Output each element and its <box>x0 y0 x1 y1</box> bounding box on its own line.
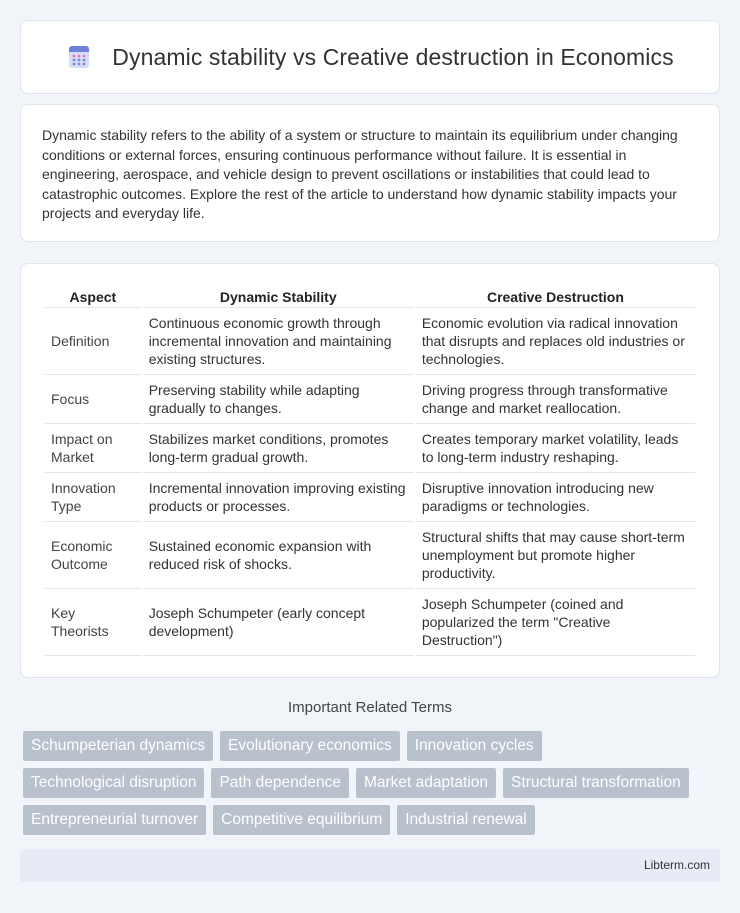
header-aspect: Aspect <box>45 282 141 308</box>
table-row <box>45 589 695 656</box>
related-terms-list <box>23 731 723 842</box>
aspect-cell: Focus <box>45 375 141 424</box>
related-terms-title: Important Related Terms <box>288 699 452 716</box>
aspect-cell: Economic Outcome <box>45 522 141 589</box>
tag-industrial-renewal[interactable]: Industrial renewal <box>397 805 534 835</box>
header-dynamic-stability: Dynamic Stability <box>143 282 414 308</box>
comparison-table <box>43 282 697 656</box>
tag-innovation-cycles[interactable]: Innovation cycles <box>407 731 542 761</box>
calculator-icon <box>66 44 92 70</box>
tag-row <box>23 805 723 835</box>
header-creative-destruction: Creative Destruction <box>416 282 695 308</box>
dynamic-stability-cell: Stabilizes market conditions, promotes long-term gradual growth. <box>143 424 414 473</box>
tag-structural-transformation[interactable]: Structural transformation <box>503 768 689 798</box>
footer <box>20 849 720 882</box>
creative-destruction-cell: Joseph Schumpeter (coined and popularized the term "Creative Destruction") <box>416 589 695 656</box>
creative-destruction-cell: Driving progress through transformative change and market reallocation. <box>416 375 695 424</box>
comparison-table-card <box>20 263 720 678</box>
tag-evolutionary-economics[interactable]: Evolutionary economics <box>220 731 400 761</box>
dynamic-stability-cell: Sustained economic expansion with reduced risk of shocks. <box>143 522 414 589</box>
intro-text: Dynamic stability refers to the ability of a system or structure to maintain its equilibrium under changing conditions or external forces, ensuring continuous performance without failure. It is essential in engineering, aerospace, and vehicle design to prevent oscillations or instabilities that could lead to catastrophic outcomes. Explore the rest of the article to understand how dynamic stability impacts your projects and everyday life. <box>42 127 678 221</box>
creative-destruction-cell: Structural shifts that may cause short-term unemployment but promote higher productivity. <box>416 522 695 589</box>
tag-path-dependence[interactable]: Path dependence <box>211 768 349 798</box>
tag-entrepreneurial-turnover[interactable]: Entrepreneurial turnover <box>23 805 206 835</box>
dynamic-stability-cell: Incremental innovation improving existing products or processes. <box>143 473 414 522</box>
header-card <box>20 20 720 94</box>
tag-schumpeterian-dynamics[interactable]: Schumpeterian dynamics <box>23 731 213 761</box>
aspect-cell: Definition <box>45 308 141 375</box>
dynamic-stability-cell: Preserving stability while adapting gradually to changes. <box>143 375 414 424</box>
table-row <box>45 522 695 589</box>
creative-destruction-cell: Disruptive innovation introducing new paradigms or technologies. <box>416 473 695 522</box>
tag-technological-disruption[interactable]: Technological disruption <box>23 768 204 798</box>
table-row <box>45 375 695 424</box>
tag-market-adaptation[interactable]: Market adaptation <box>356 768 496 798</box>
aspect-cell: Key Theorists <box>45 589 141 656</box>
page-title: Dynamic stability vs Creative destruction in Economics <box>112 43 674 70</box>
aspect-cell: Innovation Type <box>45 473 141 522</box>
table-row <box>45 473 695 522</box>
tag-row <box>23 731 723 761</box>
creative-destruction-cell: Creates temporary market volatility, leads to long-term industry reshaping. <box>416 424 695 473</box>
dynamic-stability-cell: Continuous economic growth through incremental innovation and maintaining existing structures. <box>143 308 414 375</box>
table-row <box>45 308 695 375</box>
footer-brand[interactable]: Libterm.com <box>643 858 710 872</box>
table-row <box>45 424 695 473</box>
tag-row <box>23 768 723 798</box>
creative-destruction-cell: Economic evolution via radical innovation that disrupts and replaces old industries or technologies. <box>416 308 695 375</box>
tag-competitive-equilibrium[interactable]: Competitive equilibrium <box>213 805 390 835</box>
table-header-row <box>45 282 695 308</box>
intro-card <box>20 104 720 242</box>
aspect-cell: Impact on Market <box>45 424 141 473</box>
dynamic-stability-cell: Joseph Schumpeter (early concept development) <box>143 589 414 656</box>
